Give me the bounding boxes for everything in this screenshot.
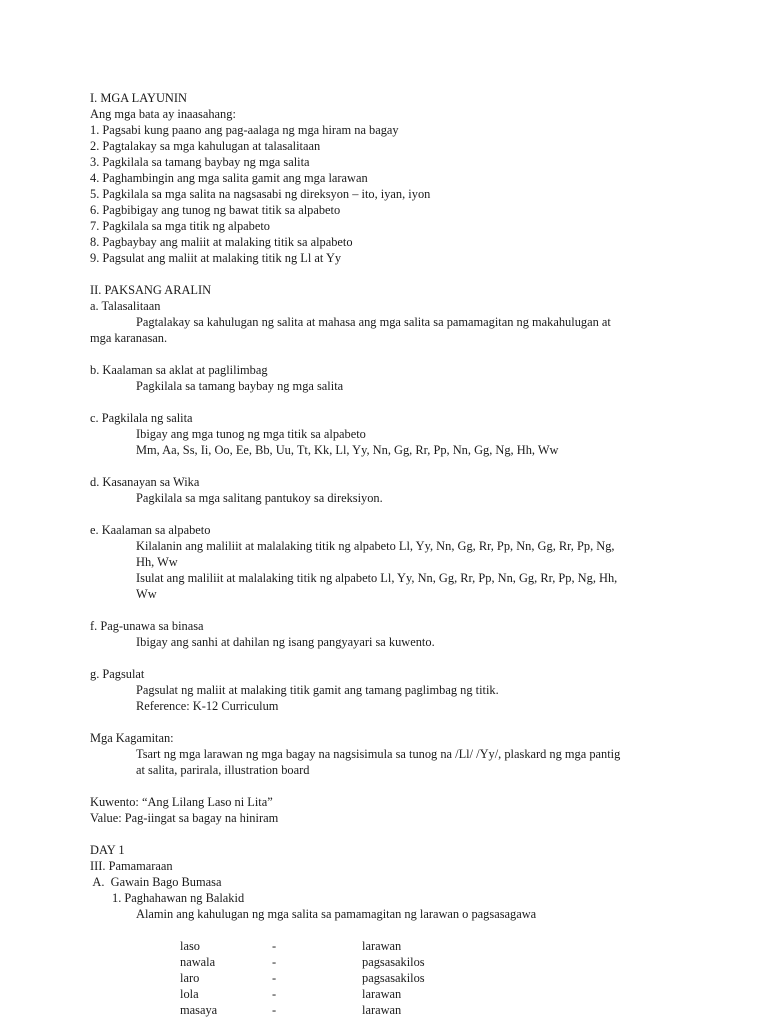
vocabulary-word: masaya	[180, 1003, 218, 1017]
procedure-a-1: 1. Paghahawan ng Balakid	[112, 891, 245, 905]
subject-heading: II. PAKSANG ARALIN	[90, 283, 212, 297]
vocabulary-word: lola	[180, 987, 199, 1001]
vocabulary-word: laro	[180, 971, 200, 985]
vocabulary-dash: -	[272, 971, 277, 985]
subject-c-text: Ibigay ang mga tunog ng mga titik sa alpabeto	[136, 427, 366, 441]
vocabulary-dash: -	[272, 939, 277, 953]
objectives-intro: Ang mga bata ay inaasahang:	[90, 107, 236, 121]
objective-item: 9. Pagsulat ang maliit at malaking titik ng Ll at Yy	[90, 251, 342, 265]
vocabulary-method: larawan	[362, 1003, 402, 1017]
objective-item: 5. Pagkilala sa mga salita na nagsasabi ng direksyon – ito, iyan, iyon	[90, 187, 431, 201]
subject-b-text: Pagkilala sa tamang baybay ng mga salita	[136, 379, 344, 393]
objective-item: 3. Pagkilala sa tamang baybay ng mga salita	[90, 155, 310, 169]
subject-a-text: Pagtalakay sa kahulugan ng salita at mahasa ang mga salita sa pamamagitan ng makahulugan at	[136, 315, 611, 329]
vocabulary-dash: -	[272, 987, 277, 1001]
procedure-instruction: Alamin ang kahulugan ng mga salita sa pamamagitan ng larawan o pagsasagawa	[136, 907, 537, 921]
subject-g-title: g. Pagsulat	[90, 667, 145, 681]
procedure-a: A. Gawain Bago Bumasa	[90, 875, 222, 889]
subject-e-text-1: Kilalanin ang maliliit at malalaking titik ng alpabeto Ll, Yy, Nn, Gg, Rr, Pp, Nn, Gg, Rr, Pp, Ng,	[136, 539, 615, 553]
subject-f-text: Ibigay ang sanhi at dahilan ng isang pangyayari sa kuwento.	[136, 635, 435, 649]
vocabulary-method: pagsasakilos	[362, 955, 425, 969]
story-title: Kuwento: “Ang Lilang Laso ni Lita”	[90, 795, 273, 809]
materials-text: Tsart ng mga larawan ng mga bagay na nagsisimula sa tunog na /Ll/ /Yy/, plaskard ng mga pantig	[136, 747, 621, 761]
subject-e-title: e. Kaalaman sa alpabeto	[90, 523, 211, 537]
subject-a-text-continued: mga karanasan.	[90, 331, 168, 345]
objective-item: 7. Pagkilala sa mga titik ng alpabeto	[90, 219, 270, 233]
vocabulary-method: pagsasakilos	[362, 971, 425, 985]
vocabulary-word: nawala	[180, 955, 216, 969]
vocabulary-list	[90, 938, 680, 1018]
vocabulary-row	[180, 1002, 680, 1018]
subject-b-title: b. Kaalaman sa aklat at paglilimbag	[90, 363, 268, 377]
vocabulary-method: larawan	[362, 939, 402, 953]
objective-item: 6. Pagbibigay ang tunog ng bawat titik sa alpabeto	[90, 203, 341, 217]
subject-d-title: d. Kasanayan sa Wika	[90, 475, 200, 489]
subject-c-letters: Mm, Aa, Ss, Ii, Oo, Ee, Bb, Uu, Tt, Kk, Ll, Yy, Nn, Gg, Rr, Pp, Nn, Gg, Ng, Hh, Ww	[136, 443, 559, 457]
day-heading: DAY 1	[90, 843, 125, 857]
vocabulary-dash: -	[272, 1003, 277, 1017]
subject-f-title: f. Pag-unawa sa binasa	[90, 619, 204, 633]
vocabulary-row	[180, 970, 680, 986]
vocabulary-dash: -	[272, 955, 277, 969]
subject-g-reference: Reference: K-12 Curriculum	[136, 699, 279, 713]
vocabulary-word: laso	[180, 939, 200, 953]
vocabulary-row	[180, 938, 680, 954]
subject-a-title: a. Talasalitaan	[90, 299, 161, 313]
subject-d-text: Pagkilala sa mga salitang pantukoy sa direksiyon.	[136, 491, 383, 505]
vocabulary-row	[180, 986, 680, 1002]
lesson-plan-content	[90, 90, 680, 1018]
procedure-heading: III. Pamamaraan	[90, 859, 173, 873]
subject-g-text: Pagsulat ng maliit at malaking titik gamit ang tamang paglimbag ng titik.	[136, 683, 499, 697]
subject-e-text-2: Isulat ang maliliit at malalaking titik ng alpabeto Ll, Yy, Nn, Gg, Rr, Pp, Nn, Gg, Rr, Pp, Ng, Hh,	[136, 571, 618, 585]
vocabulary-row	[180, 954, 680, 970]
objectives-heading: I. MGA LAYUNIN	[90, 91, 187, 105]
materials-title: Mga Kagamitan:	[90, 731, 174, 745]
subject-c-title: c. Pagkilala ng salita	[90, 411, 193, 425]
objective-item: 8. Pagbaybay ang maliit at malaking titik sa alpabeto	[90, 235, 353, 249]
objective-item: 4. Paghambingin ang mga salita gamit ang mga larawan	[90, 171, 368, 185]
subject-e-text-2-continued: Ww	[136, 587, 157, 601]
vocabulary-method: larawan	[362, 987, 402, 1001]
objective-item: 2. Pagtalakay sa mga kahulugan at talasalitaan	[90, 139, 321, 153]
materials-text-continued: at salita, parirala, illustration board	[136, 763, 310, 777]
subject-e-text-1-continued: Hh, Ww	[136, 555, 178, 569]
story-value: Value: Pag-iingat sa bagay na hiniram	[90, 811, 279, 825]
objective-item: 1. Pagsabi kung paano ang pag-aalaga ng mga hiram na bagay	[90, 123, 399, 137]
